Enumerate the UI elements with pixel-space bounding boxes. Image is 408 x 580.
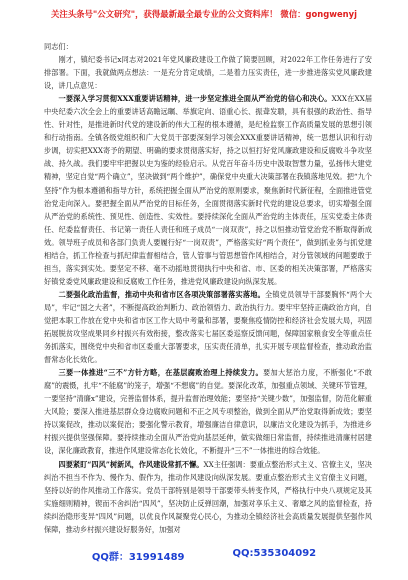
section-2 [44,288,372,366]
section-4-body: XX主任强调：要重点整治形式主义、官僚主义，坚决纠治不担当不作为、慢作为、假作为，推动作风建设向纵深发展。要重点整治形式主义官僚主义问题，坚持以好的作风推动工作落实。党员干部特别是领导干部要带头转变作风，严格执行中央八项规定及其实施细则精神，锲而不舍纠治“四风”，坚决防止反弹回潮，加强对享乐主义、奢靡之风的监督检查，持续纠治隐形变异“四风”问题，以优良作风凝聚党心民心，为推动全镇经济社会高质量发展提供坚强作风保障，推动乡村振兴建设好服务好，加强对 [44,459,372,534]
document-body [44,40,372,540]
section-1-heading: 一要深入学习贯彻XXX重要讲话精神，进一步坚定推进全面从严治党的信心和决心。 [58,94,332,104]
footer-qq: QQ:535304092 [232,548,317,559]
header-banner-text: 关注头条号"公文研究"，获得最新最全最专业的公文资料库！ 微信：gongwenyj [51,9,357,19]
section-2-heading: 二要强化政治监督，推动中央和省市区各项决策部署落实落地。 [58,289,266,299]
section-1-body: XXX在XX届中央纪委六次全会上的重要讲话高瞻远瞩、举旗定向、语重心长、振聋发聩，具有很强的政治性、指导性、针对性，是推进新时代党的建设新的伟大工程的根本遵循，是纪检监察工作高质量发展的思想引领和行动指南。全镇各级党组织和广大党员干部要深刻学习领会XXX重要讲话精神，统一思想认识和行动步调，切实把XXX寄予的期望、明确的要求贯彻落实好，持之以恒打好党风廉政建设和反腐败斗争攻坚战、持久战。我们要牢牢把握以史为鉴的经验启示。从党百年奋斗历史中汲取智慧力量，弘扬伟大建党精神，坚定自觉“两个确立”，坚决做到“两个维护”，确保党中央重大决策部署在我镇落地见效。把“九个坚持”作为根本遵循和指导方针，系统把握全面从严治党的原则要求，聚焦新时代新征程，全面推进管党治党走向深入。要把握全面从严治党的目标任务，全面贯彻落实新时代党的建设总要求，切实增强全面从严治党的系统性、预见性、创造性、实效性。要持续深化全面从严治党的主体责任，压实党委主体责任、纪委监督责任、书记第一责任人责任和班子成员“一岗双责”，持之以恒推动管党治党不断取得新成效。领导班子成员和各部门负责人要履行好“一岗双责”，严格落实好“两个责任”，做到抓业务与抓党建相结合，抓工作检查与抓纪律监督相结合，管人管事与管思想管作风相结合，对分管领域的问题要敢于担当，落实到实处。要坚定不移、毫不动摇地贯彻执行中央和省、市、区委的相关决策部署，严格落实好镇党委党风廉政建设和反腐败工作任务，推进党风廉政建设向纵深发展。 [44,94,372,286]
intro-paragraph: 刚才，镇纪委书记x同志对2021年党风廉政建设工作做了简要回顾，对2022年工作任务进行了安排部署。下面，我就做两点想法：一是充分肯定成绩，二是着力压实责任，进一步推进落实党风廉政建设，讲几点意见： [44,55,372,91]
footer-qq-group: QQ群：31991489 [91,552,185,563]
section-3-heading: 三要一体推进“三不”方针方略，在基层腐败治理上持续发力。 [58,368,264,378]
section-3 [44,366,372,457]
section-4-heading: 四要紧盯“四风”树新风，作风建设常抓不懈。 [58,459,204,469]
footer-contact [0,548,408,566]
salutation: 同志们： [44,42,73,51]
section-3-body: 要加大惩治力度，不断强化“不敢腐”的震慑，扎牢“不能腐”的笼子，增强“不想腐”的自觉。要深化改革，加强重点领域、关键环节管理，一要坚持“清廉x”建设，完善监督体系，提升监督治理效能；要坚持“关键少数”，加强监督，防范化解重大风险；要深入推进基层群众身边腐败问题和不正之风专项整治，做到全面从严治党取得新成效；要坚持以案促改，推动以案促治；要强化警示教育，增强廉洁自律意识，以廉洁文化建设为抓手，为推进乡村振兴提供坚强保障。要持续推动全面从严治党向基层延伸，做实做细日常监督，持续推进清廉村居建设，深化廉政教育，推进作风建设常态化长效化，不断提升“三不”一体推进的综合效能。 [44,368,372,456]
section-4 [44,458,372,536]
section-2-body: 全镇党员领导干部要胸怀“两个大局”，牢记“国之大者”，不断提高政治判断力、政治领悟力、政治执行力。要牢牢坚持正确政治方向，自觉把本职工作放在党中央和省市区工作大局中考量和部署，要聚焦疫情防控和经济社会发展大局，巩固拓展脱贫攻坚成果同乡村振兴有效衔接，整改落实七届区委巡察反馈问题，保障国家粮食安全等重点任务抓落实，围绕党中央和省市区委重大部署要求，压实责任清单，扎实开展专项监督检查，推动政治监督常态化长效化。 [44,289,372,365]
header-banner [0,0,408,28]
section-1 [44,92,372,288]
